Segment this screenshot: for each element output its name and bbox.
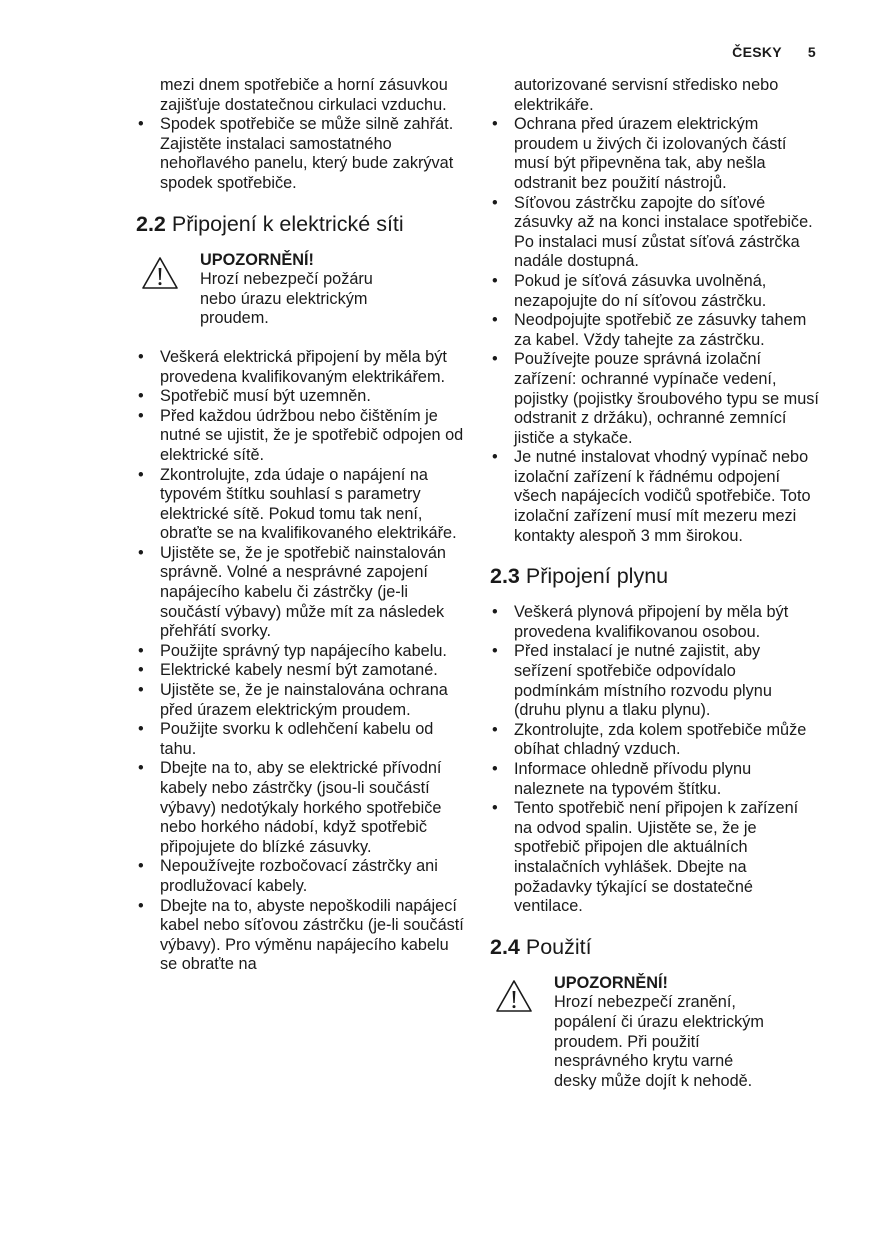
intro-bullet-list xyxy=(136,115,466,193)
language-label: ČESKY xyxy=(732,44,782,60)
list-item: • Ujistěte se, že je nainstalována ochrana před úrazem elektrickým proudem. xyxy=(136,681,466,720)
list-item: • Použijte správný typ napájecího kabelu. xyxy=(136,642,466,662)
page-header xyxy=(732,44,816,60)
list-item: • Je nutné instalovat vhodný vypínač nebo izolační zařízení k řádnému odpojení všech napájecích vodičů spotřebiče. Toto izolační zařízení musí mít mezeru mezi kontakty alespoň 3 mm širokou. xyxy=(490,448,820,546)
list-item: • Před každou údržbou nebo čištěním je nutné se ujistit, že je spotřebič odpojen od elektrické sítě. xyxy=(136,407,466,466)
warning-text: Hrozí nebezpečí zranění, popálení či úrazu elektrickým proudem. Při použití nesprávného krytu varné desky může dojít k nehodě. xyxy=(554,993,764,1090)
warning-icon xyxy=(494,978,534,1014)
warning-box xyxy=(136,251,466,329)
list-item: • Veškerá elektrická připojení by měla být provedena kvalifikovaným elektrikářem. xyxy=(136,348,466,387)
list-item: • Zkontrolujte, zda kolem spotřebiče může obíhat chladný vzduch. xyxy=(490,721,820,760)
section-heading-2-3 xyxy=(490,563,820,589)
warning-box xyxy=(490,974,820,1092)
section-number: 2.3 xyxy=(490,564,520,589)
list-item: • Ochrana před úrazem elektrickým proudem u živých či izolovaných částí musí být připevněna tak, aby nešla odstranit bez použití nástrojů. xyxy=(490,115,820,193)
list-item: • Spotřebič musí být uzemněn. xyxy=(136,387,466,407)
list-item: • Spodek spotřebiče se může silně zahřát. Zajistěte instalaci samostatného nehořlavého panelu, který bude zakrývat spodek spotřebiče. xyxy=(136,115,466,193)
left-column xyxy=(136,76,466,975)
intro-continuation: mezi dnem spotřebiče a horní zásuvkou zajišťuje dostatečnou cirkulaci vzduchu. xyxy=(160,76,448,114)
list-item: • Dbejte na to, abyste nepoškodili napájecí kabel nebo síťovou zástrčku (je-li součástí výbavy). Pro výměnu napájecího kabelu se obraťte na xyxy=(136,897,466,975)
continuation-text: autorizované servisní středisko nebo elektrikáře. xyxy=(514,76,779,114)
section-title: Připojení k elektrické síti xyxy=(171,211,404,236)
section-heading-2-2 xyxy=(136,211,466,237)
list-item: • Dbejte na to, aby se elektrické přívodní kabely nebo zástrčky (jsou-li součástí výbavy) nedotýkaly horkého spotřebiče nebo horkého nádobí, když spotřebič připojujete do blízké zásuvky. xyxy=(136,759,466,857)
electrical-bullet-list-continued xyxy=(490,115,820,546)
warning-title: UPOZORNĚNÍ! xyxy=(554,973,668,992)
list-item: • Veškerá plynová připojení by měla být provedena kvalifikovanou osobou. xyxy=(490,603,820,642)
gas-bullet-list xyxy=(490,603,820,917)
right-column xyxy=(490,76,820,1091)
list-item: • Tento spotřebič není připojen k zařízení na odvod spalin. Ujistěte se, že je spotřebič připojen dle aktuálních instalačních vyhlášek. Dbejte na požadavky týkající se dostatečné ventilace. xyxy=(490,799,820,917)
warning-icon xyxy=(140,255,180,291)
section-number: 2.4 xyxy=(490,934,520,959)
section-title: Připojení plynu xyxy=(525,564,669,589)
warning-title: UPOZORNĚNÍ! xyxy=(200,250,314,269)
list-item: • Elektrické kabely nesmí být zamotané. xyxy=(136,661,466,681)
list-item: • Použijte svorku k odlehčení kabelu od tahu. xyxy=(136,720,466,759)
warning-content xyxy=(554,974,764,1092)
electrical-bullet-list xyxy=(136,348,466,975)
section-title: Použití xyxy=(525,934,592,959)
warning-content xyxy=(200,251,400,329)
list-item: • Síťovou zástrčku zapojte do síťové zásuvky až na konci instalace spotřebiče. Po instalaci musí zůstat síťová zástrčka nadále dostupná. xyxy=(490,194,820,272)
section-heading-2-4 xyxy=(490,934,820,960)
section-number: 2.2 xyxy=(136,211,166,236)
list-item: • Zkontrolujte, zda údaje o napájení na typovém štítku souhlasí s parametry elektrické sítě. Pokud tomu tak není, obraťte se na kvalifikovaného elektrikáře. xyxy=(136,466,466,544)
list-item: • Informace ohledně přívodu plynu naleznete na typovém štítku. xyxy=(490,760,820,799)
list-item: • Nepoužívejte rozbočovací zástrčky ani prodlužovací kabely. xyxy=(136,857,466,896)
list-item: • Používejte pouze správná izolační zařízení: ochranné vypínače vedení, pojistky (pojistky šroubového typu se musí odstranit z držáku), ochranné zemnící jističe a stykače. xyxy=(490,350,820,448)
warning-text: Hrozí nebezpečí požáru nebo úrazu elektrickým proudem. xyxy=(200,270,373,328)
list-item: • Neodpojujte spotřebič ze zásuvky tahem za kabel. Vždy tahejte za zástrčku. xyxy=(490,311,820,350)
list-item: • Před instalací je nutné zajistit, aby seřízení spotřebiče odpovídalo podmínkám místního rozvodu plynu (druhu plynu a tlaku plynu). xyxy=(490,642,820,720)
list-item: • Pokud je síťová zásuvka uvolněná, nezapojujte do ní síťovou zástrčku. xyxy=(490,272,820,311)
list-item: • Ujistěte se, že je spotřebič nainstalován správně. Volné a nesprávné zapojení napájecího kabelu či zástrčky (je-li součástí výbavy) může mít za následek přehřátí svorky. xyxy=(136,544,466,642)
page-number: 5 xyxy=(807,44,816,60)
